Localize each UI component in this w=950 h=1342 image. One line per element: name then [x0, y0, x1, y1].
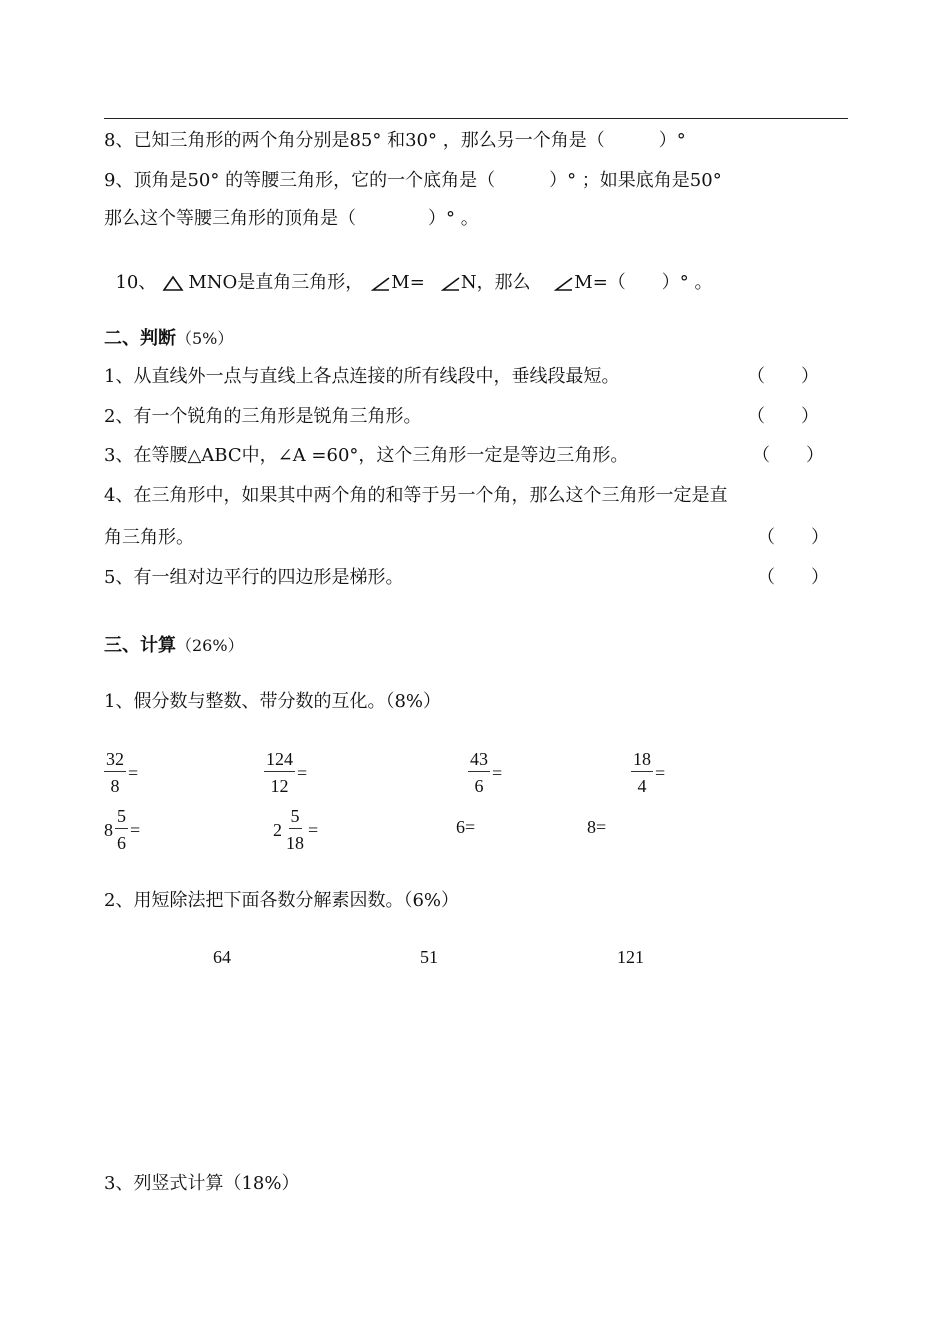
mixed-whole: 2: [273, 819, 282, 840]
integer-item: 8=: [587, 817, 607, 837]
judge-item-5: 5、有一组对边平行的四边形是梯形。: [104, 567, 404, 588]
section-judge-title: 二、判断: [104, 328, 176, 349]
fraction-denominator: 6: [474, 776, 484, 796]
judge-answer-blank-1[interactable]: （ ）: [747, 366, 819, 387]
fraction-numerator: 5: [115, 807, 128, 829]
judge-item-2: 2、有一个锐角的三角形是锐角三角形。: [104, 406, 422, 427]
judge-answer-blank-3[interactable]: （ ）: [752, 445, 824, 466]
question-10-prefix: 10、: [115, 272, 157, 293]
question-10: [104, 247, 713, 295]
question-10-text2: M=: [391, 272, 425, 293]
judge-item-4-line2: 角三角形。: [104, 527, 194, 548]
question-9-line2: 那么这个等腰三角形的顶角是（ ）° 。: [104, 208, 479, 229]
mixed-number-item: [104, 807, 140, 852]
equals-sign: =: [128, 762, 139, 783]
judge-answer-blank-2[interactable]: （ ）: [747, 406, 819, 427]
section-judge-heading: [104, 327, 233, 351]
section-calc-title: 三、计算: [104, 635, 176, 656]
fraction-item: [104, 750, 138, 795]
angle-icon: [441, 274, 461, 292]
angle-icon: [371, 274, 391, 292]
section-calc-heading: [104, 634, 244, 658]
factor-number: 64: [213, 947, 231, 967]
judge-item-1: 1、从直线外一点与直线上各点连接的所有线段中，垂线段最短。: [104, 366, 620, 387]
judge-answer-blank-5[interactable]: （ ）: [757, 567, 829, 588]
calc-sub-2: 2、用短除法把下面各数分解素因数。（6%）: [104, 890, 460, 911]
question-8: 8、已知三角形的两个角分别是85° 和30° ，那么另一个角是（ ）°: [104, 130, 686, 151]
fraction-numerator: 5: [289, 807, 302, 829]
section-calc-percent: （26%）: [176, 636, 244, 655]
fraction-item: [631, 750, 665, 795]
section-judge-percent: （5%）: [176, 329, 234, 348]
mixed-number-item: [273, 807, 318, 852]
angle-icon: [554, 274, 574, 292]
fraction-numerator: 43: [468, 750, 490, 772]
fraction-numerator: 124: [264, 750, 295, 772]
fraction-denominator: 18: [286, 833, 304, 853]
factor-number: 121: [617, 947, 644, 967]
calc-sub-3: 3、列竖式计算（18%）: [104, 1173, 300, 1194]
fraction-denominator: 6: [117, 833, 126, 853]
integer-item: 6=: [456, 817, 476, 837]
question-9-line1: 9、顶角是50° 的等腰三角形，它的一个底角是（ ）° ；如果底角是50°: [104, 170, 722, 191]
top-rule: [104, 118, 848, 119]
factor-number: 51: [420, 947, 438, 967]
question-10-text3: N，那么: [460, 272, 537, 293]
fraction-denominator: 4: [637, 776, 647, 796]
fraction-numerator: 32: [104, 750, 126, 772]
question-10-text4: M=（ ）° 。: [574, 272, 713, 293]
judge-answer-blank-4[interactable]: （ ）: [757, 527, 829, 548]
equals-sign: =: [297, 762, 308, 783]
fraction-item: [264, 750, 307, 795]
equals-sign: =: [655, 762, 666, 783]
equals-sign: =: [308, 819, 319, 840]
calc-sub-1: 1、假分数与整数、带分数的互化。（8%）: [104, 691, 442, 712]
question-10-text1: MNO是直角三角形，: [188, 272, 364, 293]
judge-item-4-line1: 4、在三角形中，如果其中两个角的和等于另一个角，那么这个三角形一定是直: [104, 485, 728, 506]
fraction-item: [468, 750, 502, 795]
equals-sign: =: [130, 819, 141, 840]
fraction-denominator: 8: [110, 776, 120, 796]
mixed-whole: 8: [104, 819, 113, 840]
equals-sign: =: [492, 762, 503, 783]
judge-item-3: 3、在等腰△ABC中，∠A =60°，这个三角形一定是等边三角形。: [104, 445, 629, 466]
triangle-icon: [162, 274, 184, 292]
fraction-denominator: 12: [270, 776, 289, 796]
fraction-numerator: 18: [631, 750, 653, 772]
